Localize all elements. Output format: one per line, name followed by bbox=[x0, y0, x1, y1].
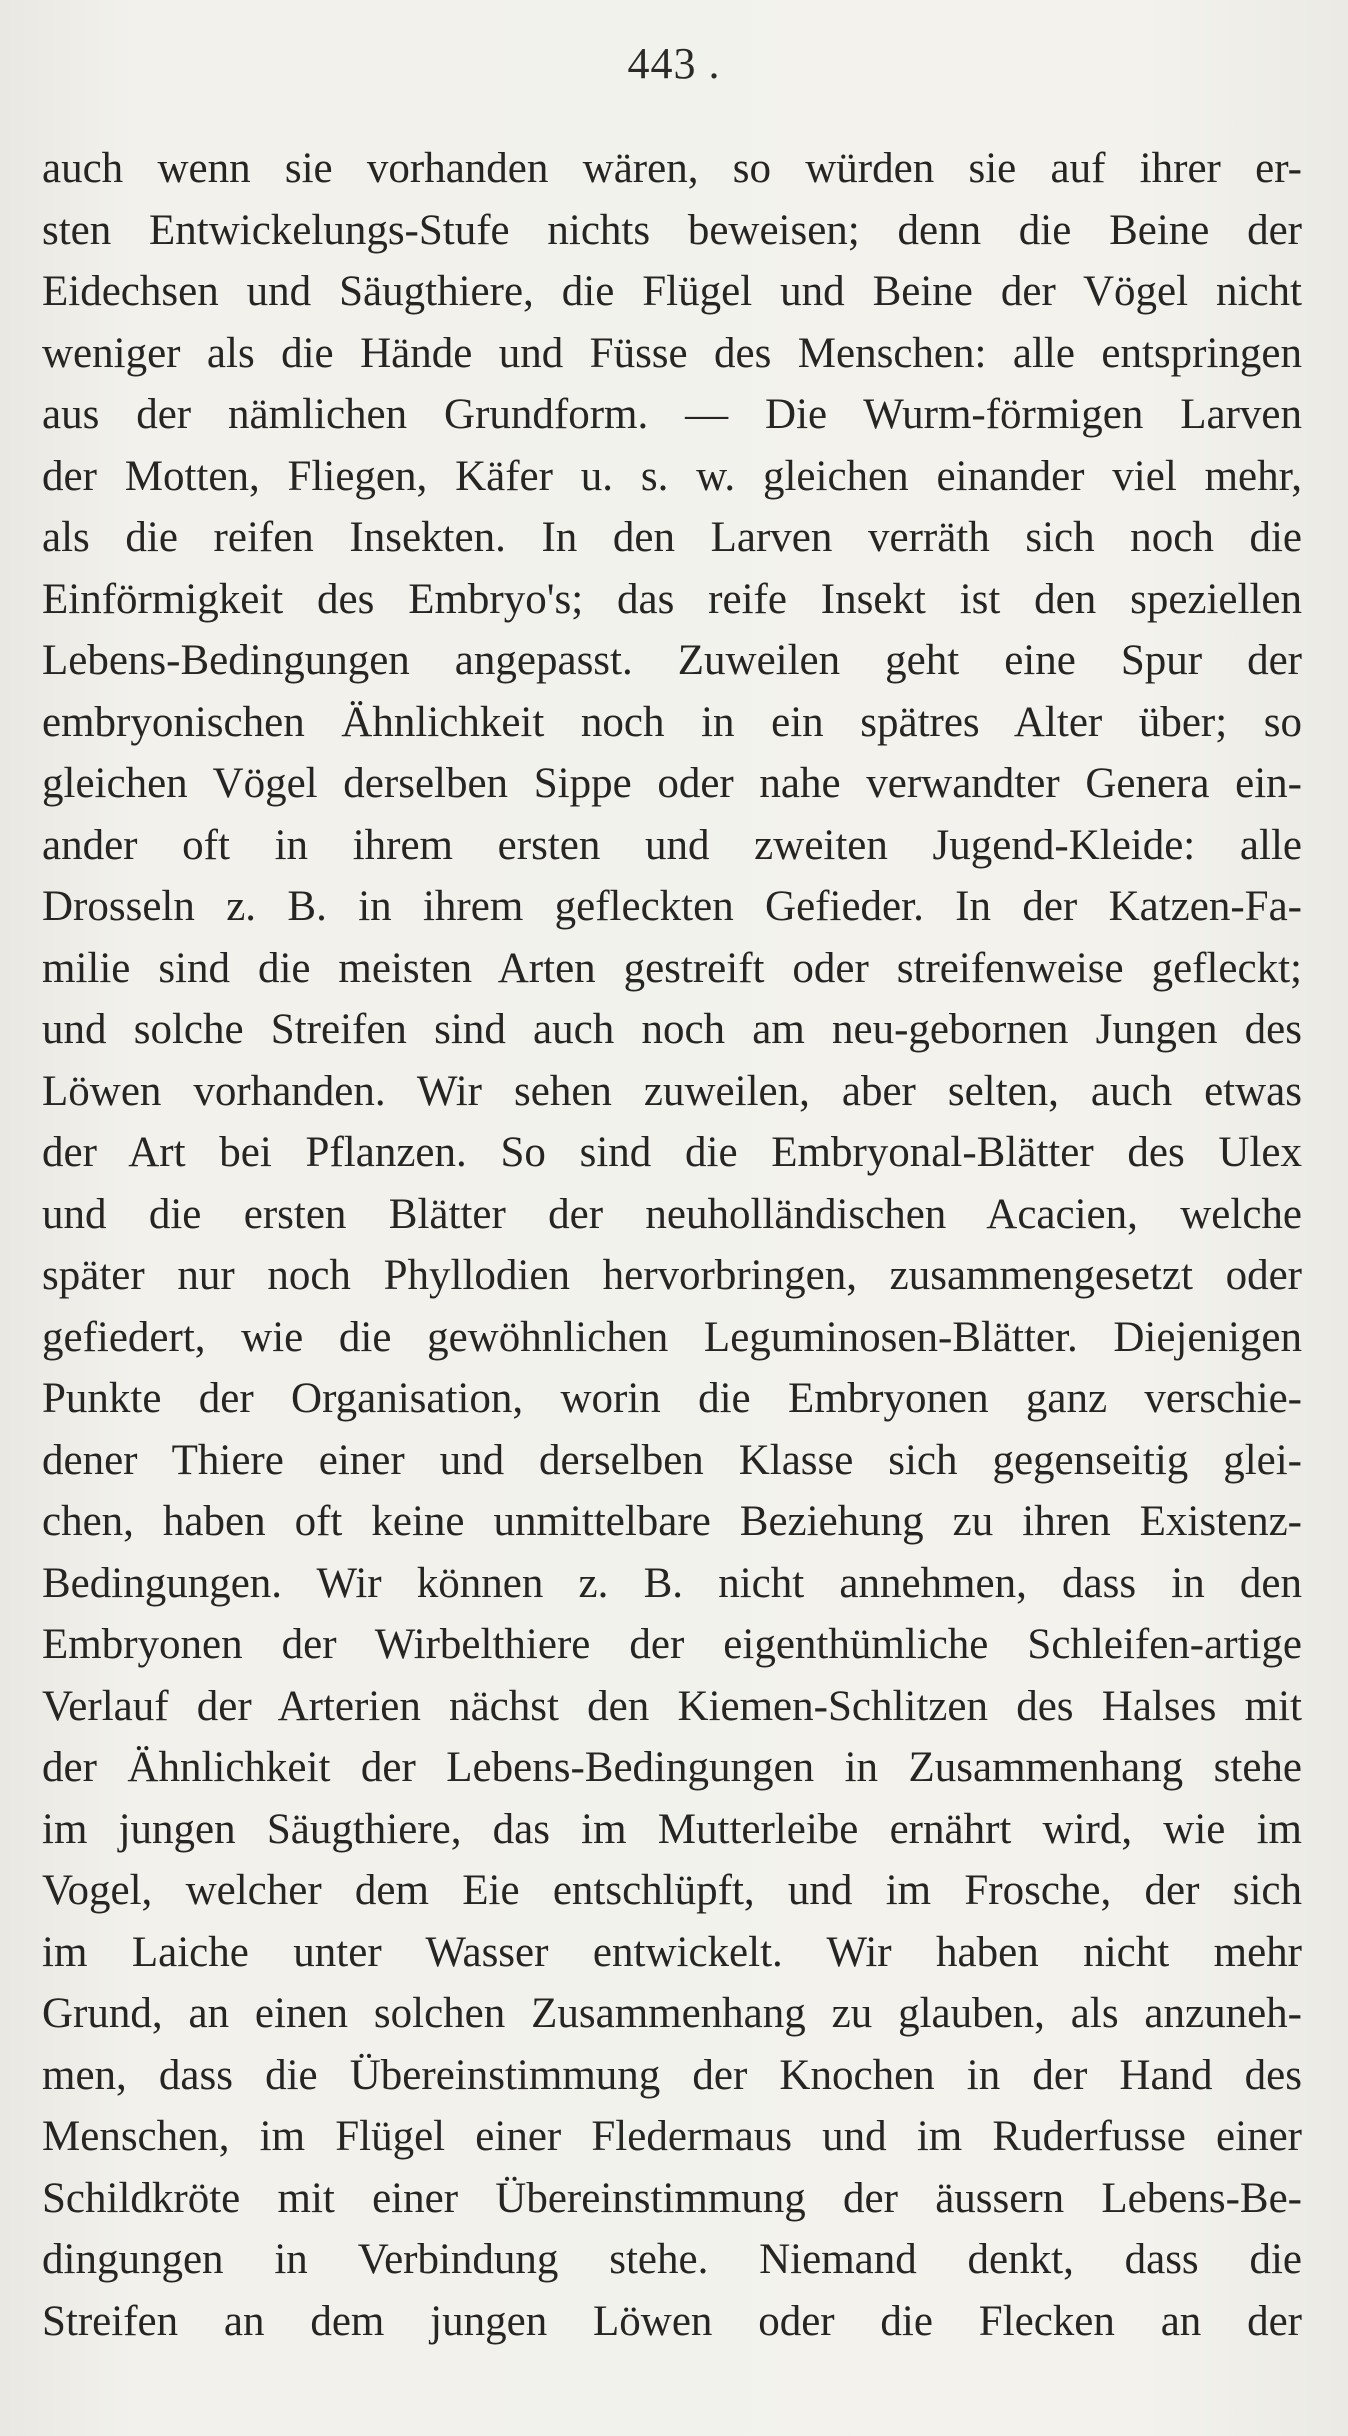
text-line: chen, haben oft keine unmittelbare Beziehung zu ihren Existenz- bbox=[42, 1498, 1302, 1545]
text-line: Drosseln z. B. in ihrem gefleckten Gefieder. In der Katzen-Fa- bbox=[42, 883, 1302, 930]
text-line: der Art bei Pflanzen. So sind die Embryonal-Blätter des Ulex bbox=[42, 1129, 1302, 1176]
text-line: Lebens-Bedingungen angepasst. Zuweilen geht eine Spur der bbox=[42, 637, 1302, 684]
text-line: embryonischen Ähnlichkeit noch in ein spätres Alter über; so bbox=[42, 698, 1302, 746]
text-line: dingungen in Verbindung stehe. Niemand denkt, dass die bbox=[42, 2236, 1302, 2283]
text-line: aus der nämlichen Grundform. — Die Wurm-förmigen Larven bbox=[42, 391, 1302, 438]
text-line: Schildkröte mit einer Übereinstimmung der äussern Lebens-Be- bbox=[42, 2174, 1302, 2222]
body-text bbox=[42, 138, 1302, 2352]
text-line: Grund, an einen solchen Zusammenhang zu glauben, als anzuneh- bbox=[42, 1990, 1302, 2037]
text-line: der Ähnlichkeit der Lebens-Bedingungen in Zusammenhang stehe bbox=[42, 1744, 1302, 1791]
text-line: men, dass die Übereinstimmung der Knochen in der Hand des bbox=[42, 2051, 1302, 2099]
text-line: im Laiche unter Wasser entwickelt. Wir haben nicht mehr bbox=[42, 1928, 1302, 1976]
text-line: gleichen Vögel derselben Sippe oder nahe verwandter Genera ein- bbox=[42, 760, 1302, 807]
text-line: Eidechsen und Säugthiere, die Flügel und Beine der Vögel nicht bbox=[42, 268, 1302, 315]
text-line: im jungen Säugthiere, das im Mutterleibe ernährt wird, wie im bbox=[42, 1805, 1302, 1853]
text-line: der Motten, Fliegen, Käfer u. s. w. gleichen einander viel mehr, bbox=[42, 452, 1302, 500]
text-line: Einförmigkeit des Embryo's; das reife Insekt ist den speziellen bbox=[42, 575, 1302, 623]
text-line: sten Entwickelungs-Stufe nichts beweisen; denn die Beine der bbox=[42, 206, 1302, 254]
text-line: Streifen an dem jungen Löwen oder die Flecken an der bbox=[42, 2297, 1302, 2345]
text-line: Punkte der Organisation, worin die Embryonen ganz verschie- bbox=[42, 1375, 1302, 1422]
text-line: und die ersten Blätter der neuholländischen Acacien, welche bbox=[42, 1190, 1302, 1238]
text-line: weniger als die Hände und Füsse des Menschen: alle entspringen bbox=[42, 329, 1302, 377]
text-line: milie sind die meisten Arten gestreift oder streifenweise gefleckt; bbox=[42, 944, 1302, 992]
text-line: Vogel, welcher dem Eie entschlüpft, und im Frosche, der sich bbox=[42, 1867, 1302, 1914]
text-line: Löwen vorhanden. Wir sehen zuweilen, aber selten, auch etwas bbox=[42, 1067, 1302, 1115]
text-line: Bedingungen. Wir können z. B. nicht annehmen, dass in den bbox=[42, 1559, 1302, 1607]
text-line: Verlauf der Arterien nächst den Kiemen-Schlitzen des Halses mit bbox=[42, 1682, 1302, 1730]
text-line: als die reifen Insekten. In den Larven verräth sich noch die bbox=[42, 514, 1302, 561]
page-number: 443 . bbox=[627, 39, 721, 88]
text-line: Embryonen der Wirbelthiere der eigenthümliche Schleifen-artige bbox=[42, 1621, 1302, 1668]
text-line: gefiedert, wie die gewöhnlichen Leguminosen-Blätter. Diejenigen bbox=[42, 1313, 1302, 1361]
text-line: dener Thiere einer und derselben Klasse sich gegenseitig glei- bbox=[42, 1436, 1302, 1484]
text-line: ander oft in ihrem ersten und zweiten Jugend-Kleide: alle bbox=[42, 821, 1302, 869]
text-line: und solche Streifen sind auch noch am neu-gebornen Jungen des bbox=[42, 1006, 1302, 1053]
text-line: Menschen, im Flügel einer Fledermaus und im Ruderfusse einer bbox=[42, 2113, 1302, 2160]
text-line: später nur noch Phyllodien hervorbringen, zusammengesetzt oder bbox=[42, 1252, 1302, 1299]
text-line: auch wenn sie vorhanden wären, so würden sie auf ihrer er- bbox=[42, 145, 1302, 192]
